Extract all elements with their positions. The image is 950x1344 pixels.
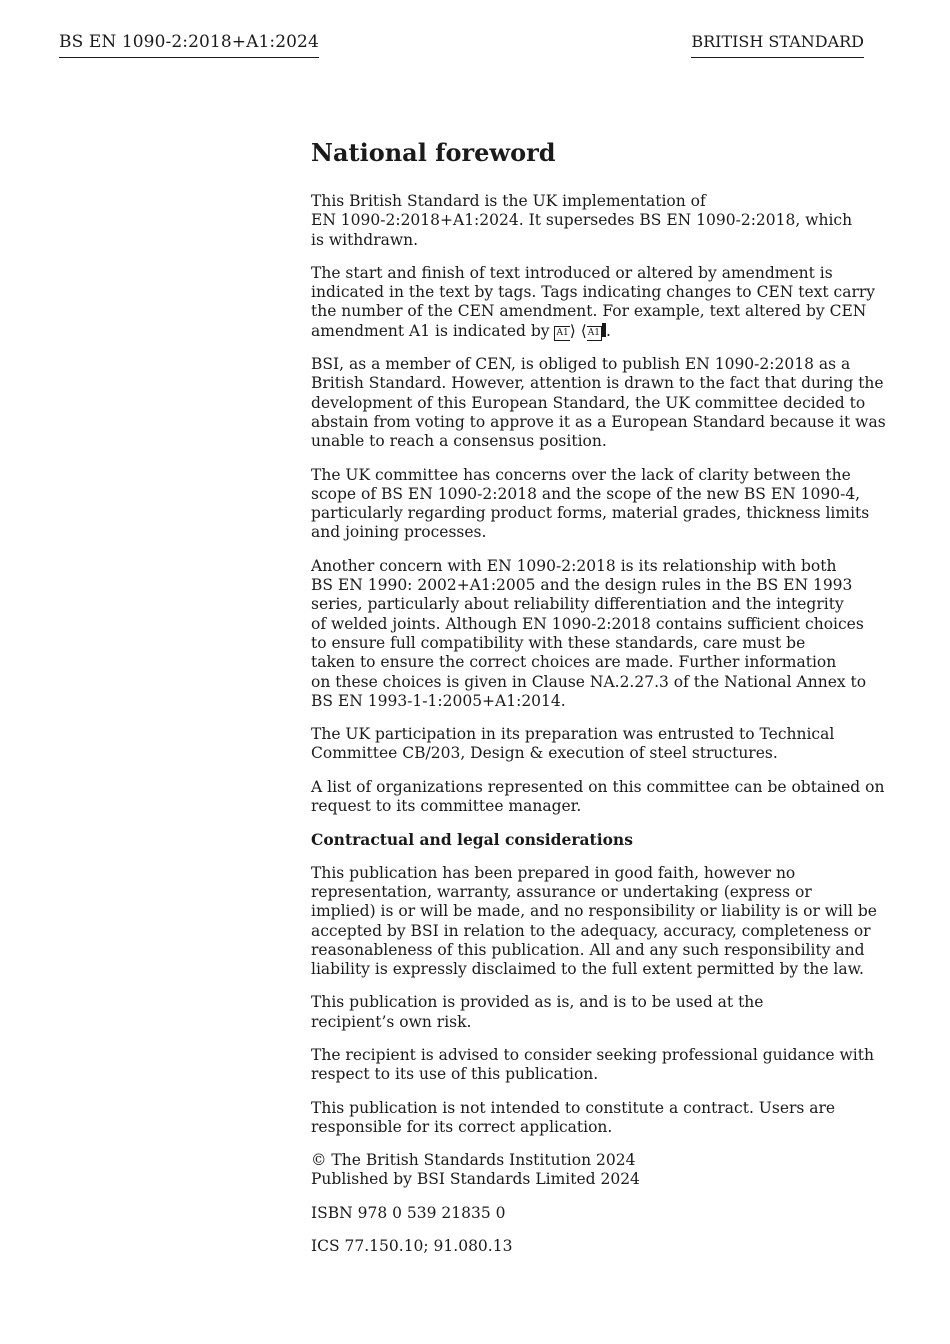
amendment-close-tag: A1 <box>587 326 602 341</box>
foreword-body <box>311 136 886 1270</box>
imprint-ics: ICS 77.150.10; 91.080.13 <box>311 1237 513 1256</box>
series-label: BRITISH STANDARD <box>691 31 864 58</box>
page-title: National foreword <box>311 138 556 167</box>
legal-heading: Contractual and legal considerations <box>311 830 633 850</box>
document-id: BS EN 1090-2:2018+A1:2024 <box>59 31 319 58</box>
imprint-copyright: © The British Standards Institution 2024 Published by BSI Standards Limited 2024 <box>311 1151 640 1189</box>
paragraph-cen-obligation: BSI, as a member of CEN, is obliged to publish EN 1090-2:2018 as a British Standard. However, attention is drawn to the fact that during the development of this European Standard, the UK committee decided to abstain from voting to approve it as a European Standard because it was unable to reach a consensus position. <box>311 355 886 451</box>
paragraph-not-contract: This publication is not intended to constitute a contract. Users are responsible for its correct application. <box>311 1098 836 1136</box>
paragraph-scope-concerns: The UK committee has concerns over the lack of clarity between the scope of BS EN 1090-2:2018 and the scope of the new BS EN 1090-4, particularly regarding product forms, material grades, thickness limits and joining processes. <box>311 465 870 542</box>
paragraph-good-faith: This publication has been prepared in good faith, however no representation, warranty, assurance or undertaking (express or implied) is or will be made, and no responsibility or liability is or will be accepted by BSI in relation to the adequacy, accuracy, completeness or reasonableness of this publication. All and any such responsibility and liability is expressly disclaimed to the full extent permitted by the law. <box>311 863 877 979</box>
paragraph-amendment-tags: The start and finish of text introduced or altered by amendment is indicated in the text by tags. Tags indicating changes to CEN text carry the number of the CEN amendment. For example, text altered by CEN amendment A1 is indicated by A1⟩ ⟨A1 . <box>311 263 876 340</box>
paragraph-committee: The UK participation in its preparation was entrusted to Technical Committee CB/203, Design & execution of steel structures. <box>311 725 835 763</box>
paragraph-guidance: The recipient is advised to consider seeking professional guidance with respect to its use of this publication. <box>311 1045 874 1084</box>
paragraph-relationship-concerns: Another concern with EN 1090-2:2018 is its relationship with both BS EN 1990: 2002+A1:2005 and the design rules in the BS EN 1993 series, particularly about reliability differentiation and the integrity of welded joints. Although EN 1090-2:2018 contains sufficient choices to ensure full compatibility with these standards, care must be taken to ensure the correct choices are made. Further information on these choices is given in Clause NA.2.27.3 of the National Annex to BS EN 1993-1-1:2005+A1:2014. <box>311 556 867 710</box>
amendment-open-tag: A1 <box>554 326 569 341</box>
paragraph-as-is: This publication is provided as is, and is to be used at the recipient’s own risk. <box>311 993 764 1031</box>
paragraph-organizations: A list of organizations represented on this committee can be obtained on request to its committee manager. <box>311 777 885 816</box>
paragraph-implementation: This British Standard is the UK implementation of EN 1090-2:2018+A1:2024. It supersedes BS EN 1090-2:2018, which is withdrawn. <box>311 192 853 249</box>
imprint-isbn: ISBN 978 0 539 21835 0 <box>311 1203 506 1222</box>
